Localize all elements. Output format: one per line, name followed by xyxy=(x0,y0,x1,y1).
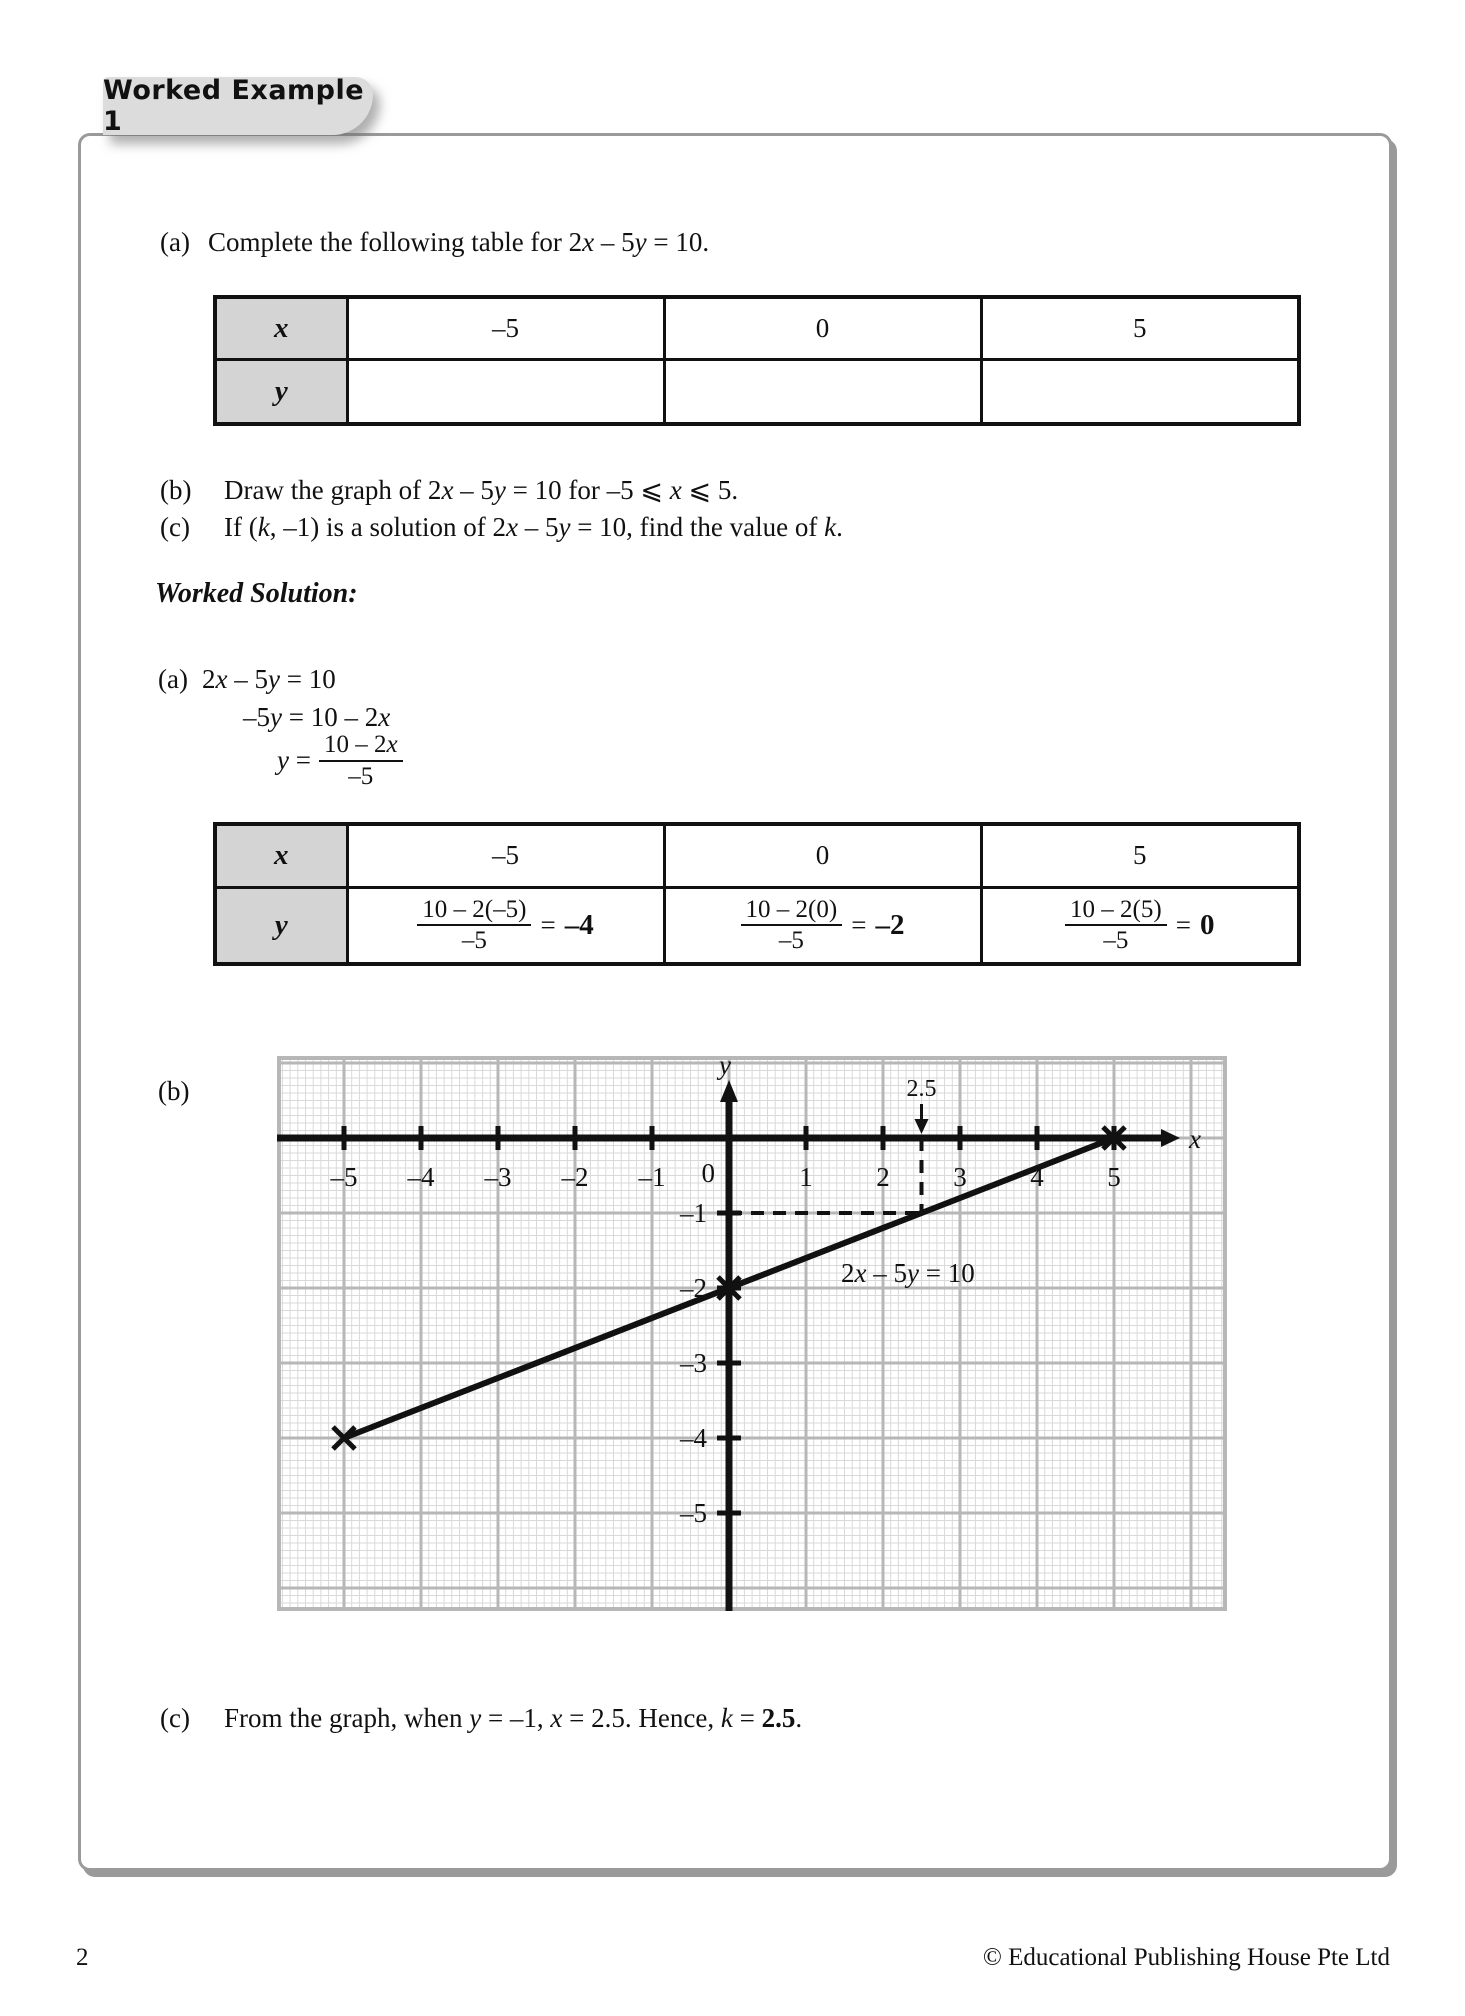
solution-equation-1: 2x – 5y = 10 xyxy=(202,664,336,694)
solution-fraction xyxy=(319,730,403,791)
page-number: 2 xyxy=(76,1944,89,1971)
solution-line-1 xyxy=(158,663,336,697)
x-axis-label: x xyxy=(1189,1124,1201,1154)
question-c-text: If (k, –1) is a solution of 2x – 5y = 10, find the value of k. xyxy=(224,512,843,542)
cell-denominator: –5 xyxy=(1103,927,1129,955)
y-axis-arrow xyxy=(720,1080,738,1102)
worked-solution-heading: Worked Solution: xyxy=(155,578,358,609)
y-tick-label: –4 xyxy=(680,1423,707,1453)
cell-denominator: –5 xyxy=(461,927,487,955)
blank-table-y-cell xyxy=(347,359,664,424)
equals-sign: = xyxy=(1175,909,1191,940)
cell-denominator: –5 xyxy=(778,927,804,955)
blank-table-x-cell: 0 xyxy=(664,297,981,359)
blank-table xyxy=(213,295,1301,426)
solved-table-y-row xyxy=(215,887,1299,964)
x-tick-label: 3 xyxy=(953,1162,967,1192)
fraction-numerator: 10 – 2x xyxy=(319,730,403,762)
graph-panel xyxy=(277,1056,1227,1611)
solved-table-x-cell: 5 xyxy=(981,824,1299,887)
cell-numerator: 10 – 2(–5) xyxy=(417,895,531,927)
equation-label: 2x – 5y = 10 xyxy=(841,1258,975,1288)
worked-example-tab xyxy=(103,77,373,135)
solution-line-3 xyxy=(277,730,403,791)
question-a-text: Complete the following table for 2x – 5y = 10. xyxy=(208,227,710,257)
question-c xyxy=(160,511,843,545)
answer-c xyxy=(160,1702,802,1736)
cell-result: –2 xyxy=(875,908,905,941)
x-tick-label: –1 xyxy=(638,1162,666,1192)
cell-result: 0 xyxy=(1199,908,1215,941)
x-tick-label: 1 xyxy=(799,1162,813,1192)
solution-equation-3-lhs: y = xyxy=(277,744,311,775)
solved-table-x-cell: –5 xyxy=(347,824,664,887)
solved-table-y-cell xyxy=(664,887,981,964)
blank-table-x-header: x xyxy=(215,297,347,359)
solved-table-y-cell xyxy=(347,887,664,964)
x-axis-arrow xyxy=(1161,1129,1180,1147)
solved-table-x-header: x xyxy=(215,824,347,887)
solved-table-y-cell xyxy=(981,887,1299,964)
graph-section-label: (b) xyxy=(158,1076,190,1106)
question-c-label: (c) xyxy=(160,512,190,542)
worked-example-title: Worked Example 1 xyxy=(103,75,365,137)
solution-a-label: (a) xyxy=(158,664,188,694)
x-tick-label: –3 xyxy=(484,1162,512,1192)
blank-table-y-row xyxy=(215,359,1299,424)
solved-table-x-row xyxy=(215,824,1299,887)
x-tick-label: –5 xyxy=(330,1162,358,1192)
solution-equation-2: –5y = 10 – 2x xyxy=(243,702,391,732)
y-tick-label: –1 xyxy=(680,1198,707,1228)
blank-table-x-cell: –5 xyxy=(347,297,664,359)
x-tick-label: 5 xyxy=(1107,1162,1121,1192)
cell-numerator: 10 – 2(5) xyxy=(1065,895,1167,927)
y-axis-label: y xyxy=(719,1056,731,1080)
annotation-arrow-head xyxy=(915,1119,929,1134)
y-tick-label: –3 xyxy=(680,1348,707,1378)
origin-label: 0 xyxy=(701,1158,715,1188)
blank-table-x-cell: 5 xyxy=(981,297,1299,359)
blank-table-y-header: y xyxy=(215,359,347,424)
question-b xyxy=(160,474,738,508)
fraction-denominator: –5 xyxy=(348,762,374,790)
x-tick-label: –2 xyxy=(561,1162,589,1192)
x-tick-label: 4 xyxy=(1030,1162,1044,1192)
question-a-label: (a) xyxy=(160,227,190,257)
question-b-label: (b) xyxy=(160,475,192,505)
x-tick-label: –4 xyxy=(407,1162,435,1192)
question-b-text: Draw the graph of 2x – 5y = 10 for –5 ⩽ x ⩽ 5. xyxy=(224,475,739,505)
cell-result: –4 xyxy=(564,908,594,941)
x-tick-label: 2 xyxy=(876,1162,890,1192)
cell-numerator: 10 – 2(0) xyxy=(741,895,843,927)
blank-table-x-row xyxy=(215,297,1299,359)
y-tick-label: –5 xyxy=(680,1498,707,1528)
graph-canvas xyxy=(277,1056,1227,1611)
guide-annotation: 2.5 xyxy=(906,1076,937,1102)
equals-sign: = xyxy=(540,909,556,940)
blank-table-y-cell xyxy=(664,359,981,424)
y-tick-label: –2 xyxy=(680,1273,707,1303)
question-a xyxy=(160,226,709,260)
blank-table-y-cell xyxy=(981,359,1299,424)
solved-table-x-cell: 0 xyxy=(664,824,981,887)
copyright-notice: © Educational Publishing House Pte Ltd xyxy=(982,1944,1390,1971)
answer-c-label: (c) xyxy=(160,1703,190,1733)
solved-table xyxy=(213,822,1301,966)
solved-table-y-header: y xyxy=(215,887,347,964)
answer-c-text: From the graph, when y = –1, x = 2.5. Hence, k = 2.5. xyxy=(224,1703,803,1733)
equals-sign: = xyxy=(851,909,867,940)
